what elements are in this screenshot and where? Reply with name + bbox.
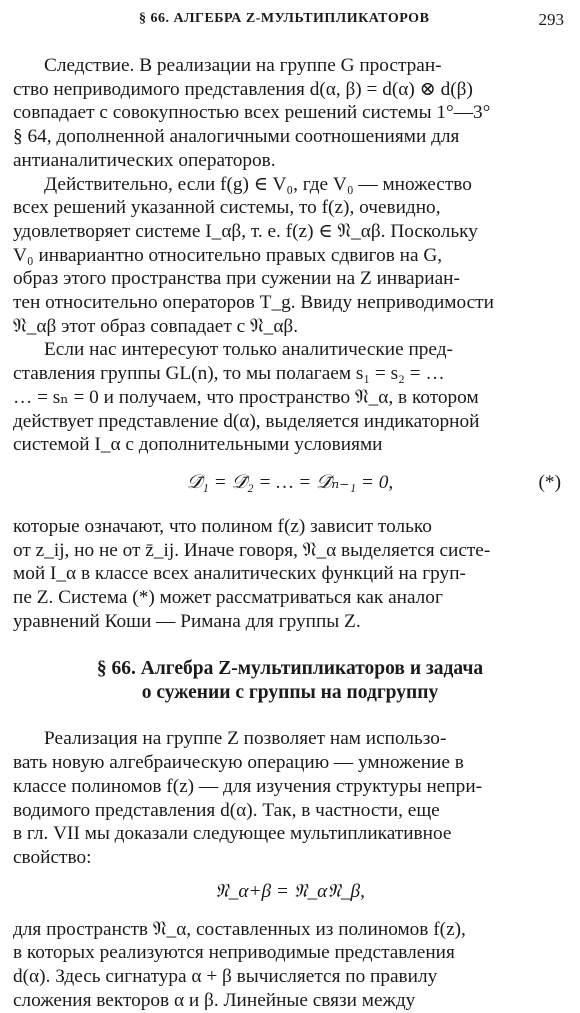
text-line: в гл. VII мы доказали следующее мультипликативное (13, 823, 452, 845)
text-line: образ этого пространства при сужении на Z инвариан- (13, 268, 460, 290)
text-line: ставления группы GL(n), то мы полагаем s₁ = s₂ = … (13, 363, 445, 385)
text-line: антианалитических операторов. (13, 149, 276, 171)
text-line: тен относительно операторов T_g. Ввиду неприводимости (13, 292, 494, 314)
text-line: для пространств 𝔑_α, составленных из полиномов f(z), (13, 918, 466, 940)
text-line: Если нас интересуют только аналитические пред- (44, 339, 453, 361)
equation-multiplicative (13, 870, 567, 918)
text-line: d(α). Здесь сигнатура α + β вычисляется по правилу (13, 966, 438, 988)
text-line: совпадает с совокупностью всех решений системы 1°—3° (13, 102, 491, 124)
corollary-paragraph (13, 54, 567, 173)
text-line: Реализация на группе Z позволяет нам использо- (44, 728, 447, 750)
text-line: Следствие. В реализации на группе G простран- (44, 55, 442, 76)
text-line: свойство: (13, 846, 92, 868)
text-line: ство неприводимого представления d(α, β) = d(α) ⊗ d(β) (13, 78, 473, 100)
text-line: вать новую алгебраическую операцию — умножение в (13, 752, 464, 774)
section-heading-line: о сужении с группы на подгруппу (141, 682, 439, 704)
running-title: § 66. АЛГЕБРА Z-МУЛЬТИПЛИКАТОРОВ (139, 11, 430, 26)
equation-star-label: (*) (538, 471, 561, 493)
text-line: § 64, дополненной аналогичными соотношениями для (13, 126, 460, 148)
equation-star (13, 457, 567, 515)
text-line: классе полиномов f(z) — для изучения структуры непри- (13, 775, 483, 797)
page-number: 293 (538, 10, 564, 29)
text-line: в которых реализуются неприводимые представления (13, 942, 455, 964)
section-heading (13, 657, 567, 705)
text-line: от z_ij, но не от z̄_ij. Иначе говоря, 𝔑_α выделяется систе- (13, 539, 491, 561)
text-line: водимого представления d(α). Так, в частности, еще (13, 799, 440, 821)
equation-star-formula: 𝒟̄₁ = 𝒟̄₂ = … = 𝒟̄ₙ₋₁ = 0, (186, 471, 394, 493)
text-line: V₀ инвариантно относительно правых сдвигов на G, (13, 244, 443, 266)
analytic-paragraph (13, 338, 567, 457)
text-line: действует представление d(α), выделяется индикаторной (13, 410, 480, 432)
page-body (13, 54, 567, 1013)
section-intro-paragraph (13, 727, 567, 869)
section-after-paragraph (13, 918, 567, 1013)
equation-multiplicative-formula: 𝔑_α+β = 𝔑_α𝔑_β, (215, 880, 365, 902)
text-line: сложения векторов α и β. Линейные связи между (13, 989, 416, 1011)
text-line: мой I_α в классе всех аналитических функций на груп- (13, 563, 466, 585)
text-line: Действительно, если f(g) ∈ V₀, где V₀ — множество (44, 173, 472, 195)
proof-paragraph (13, 173, 567, 339)
section-heading-line: § 66. Алгебра Z-мультипликаторов и задача (96, 658, 484, 680)
text-line: 𝔑_αβ этот образ совпадает с 𝔑_αβ. (13, 315, 299, 337)
text-line: уравнений Коши — Римана для группы Z. (13, 610, 361, 632)
text-line: которые означают, что полином f(z) зависит только (13, 515, 432, 537)
text-line: удовлетворяет системе I_αβ, т. е. f(z) ∈ 𝔑_αβ. Поскольку (13, 220, 478, 242)
meaning-paragraph (13, 515, 567, 634)
text-line: … = sₙ = 0 и получаем, что пространство 𝔑_α, в котором (13, 386, 479, 408)
text-line: системой I_α с дополнительными условиями (13, 434, 383, 456)
text-line: всех решений указанной системы, то f(z), очевидно, (13, 197, 441, 219)
page-header (14, 11, 566, 35)
text-line: пе Z. Система (*) может рассматриваться как аналог (13, 587, 443, 609)
